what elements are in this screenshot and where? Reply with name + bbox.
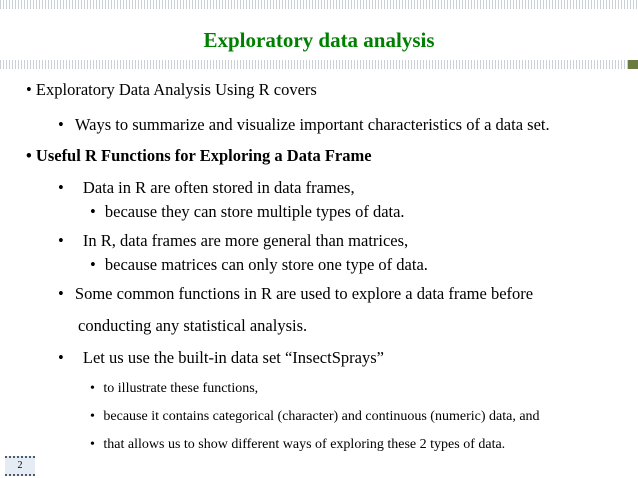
bullet-text: Data in R are often stored in data frames, xyxy=(82,178,355,197)
bullet-text: Ways to summarize and visualize important characteristics of a data set. xyxy=(74,115,550,134)
bullet-text: Exploratory Data Analysis Using R covers xyxy=(35,80,317,99)
bullet-icon: • xyxy=(90,202,96,221)
bullet-text: In R, data frames are more general than matrices, xyxy=(82,231,409,250)
bullet-icon: • xyxy=(58,231,64,250)
bullet-icon: • xyxy=(26,146,32,165)
bullet-line-2 xyxy=(58,114,550,136)
bullet-line-3 xyxy=(26,145,372,167)
bullet-icon: • xyxy=(58,178,64,197)
bullet-text: Let us use the built-in data set “InsectSprays” xyxy=(82,348,384,367)
bullet-text: Useful R Functions for Exploring a Data Frame xyxy=(35,146,372,165)
bullet-text: conducting any statistical analysis. xyxy=(78,316,308,335)
bullet-line-11 xyxy=(90,406,540,428)
bullet-text: because it contains categorical (character) and continuous (numeric) data, and xyxy=(103,409,540,424)
bullet-line-6 xyxy=(58,230,408,252)
bullet-line-8 xyxy=(58,283,533,305)
bullet-icon: • xyxy=(90,381,95,396)
corner-accent xyxy=(628,60,638,69)
bullet-text: to illustrate these functions, xyxy=(103,381,259,396)
bullet-line-10 xyxy=(90,378,258,400)
bullet-text: because matrices can only store one type of data. xyxy=(104,255,428,274)
bullet-text: that allows us to show different ways of exploring these 2 types of data. xyxy=(103,437,506,452)
bullet-line-12 xyxy=(90,434,505,456)
bullet-line-5 xyxy=(90,201,405,223)
bullet-line-8-continued xyxy=(78,315,307,337)
top-decorative-rule xyxy=(0,0,638,9)
bullet-icon: • xyxy=(58,284,64,303)
bullet-line-9 xyxy=(58,347,384,369)
bullet-icon: • xyxy=(26,80,32,99)
bullet-text: because they can store multiple types of data. xyxy=(104,202,405,221)
title-decorative-rule xyxy=(0,60,638,69)
bullet-line-1 xyxy=(26,79,317,101)
slide-title: Exploratory data analysis xyxy=(203,28,435,52)
page-number: 2 xyxy=(5,456,35,476)
bullet-line-4 xyxy=(58,177,355,199)
bullet-icon: • xyxy=(58,115,64,134)
bullet-icon: • xyxy=(90,409,95,424)
bullet-line-7 xyxy=(90,254,428,276)
bullet-text: Some common functions in R are used to explore a data frame before xyxy=(74,284,534,303)
bullet-icon: • xyxy=(58,348,64,367)
bullet-icon: • xyxy=(90,255,96,274)
bullet-icon: • xyxy=(90,437,95,452)
